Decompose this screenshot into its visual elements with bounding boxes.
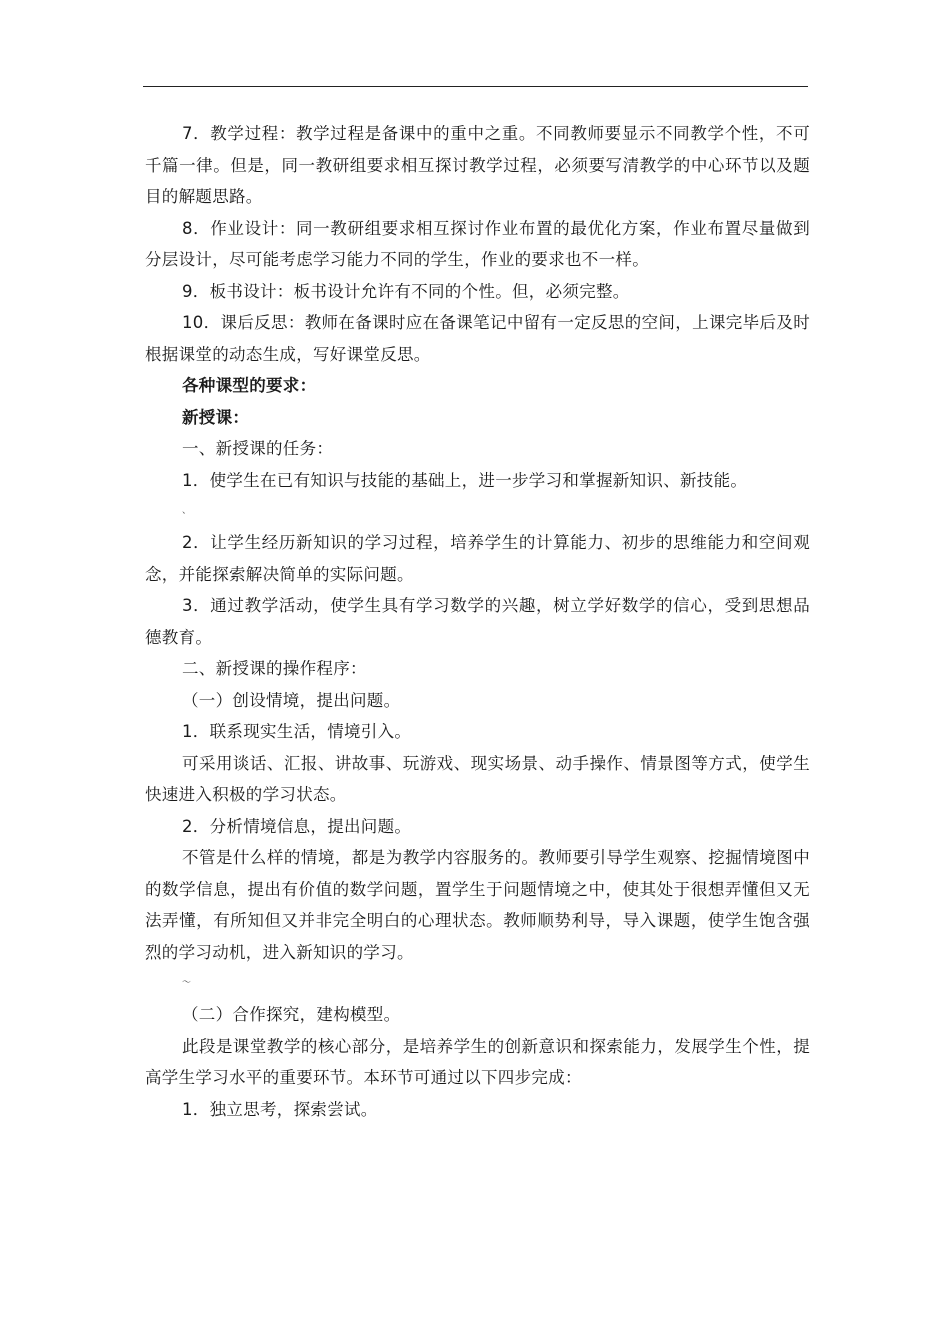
paragraph-board-design: 9．板书设计：板书设计允许有不同的个性。但，必须完整。: [182, 281, 630, 301]
paragraph-after-class-reflection: 10．课后反思：教师在备课时应在备课笔记中留有一定反思的空间，上课完毕后及时根据课堂的动态生成，写好课堂反思。: [145, 313, 810, 364]
step-item-2-detail: 不管是什么样的情境，都是为教学内容服务的。教师要引导学生观察、挖掘情境图中的数学信息，提出有价值的数学问题，置学生于问题情境之中，使其处于很想弄懂但又无法弄懂，有所知但又并非完全明白的心理状态。教师顺势利导，导入课题，使学生饱含强烈的学习动机，进入新知识的学习。: [145, 848, 810, 962]
step-item-1-detail: 可采用谈话、汇报、讲故事、玩游戏、现实场景、动手操作、情景图等方式，使学生快速进入积极的学习状态。: [145, 753, 810, 804]
subsection-create-situation: （一）创设情境，提出问题。: [182, 690, 401, 710]
paragraph-teaching-process: 7．教学过程：教学过程是备课中的重中之重。不同教师要显示不同教学个性，不可千篇一律。但是，同一教研组要求相互探讨教学过程，必须要写清教学的中心环节以及题目的解题思路。: [145, 124, 810, 206]
subsection-cooperative-inquiry: （二）合作探究，建构模型。: [182, 1005, 401, 1024]
paragraph-homework-design: 8．作业设计：同一教研组要求相互探讨作业布置的最优化方案，作业布置尽量做到分层设计，尽可能考虑学习能力不同的学生，作业的要求也不一样。: [145, 218, 810, 269]
section-new-lesson-tasks: 一、新授课的任务：: [182, 439, 334, 458]
task-item-1: 1．使学生在已有知识与技能的基础上，进一步学习和掌握新知识、新技能。: [182, 470, 748, 490]
section-new-lesson-procedure: 二、新授课的操作程序：: [182, 659, 367, 678]
inquiry-step-1: 1．独立思考，探索尝试。: [182, 1099, 378, 1119]
heading-lesson-types: 各种课型的要求：: [182, 376, 317, 395]
heading-new-lesson: 新授课：: [182, 407, 250, 427]
task-item-2: 2．让学生经历新知识的学习过程，培养学生的计算能力、初步的思维能力和空间观念，并能探索解决简单的实际问题。: [145, 533, 810, 584]
stray-mark: ～: [182, 978, 192, 988]
subsection-cooperative-inquiry-detail: 此段是课堂教学的核心部分，是培养学生的创新意识和探索能力，发展学生个性，提高学生学习水平的重要环节。本环节可通过以下四步完成：: [145, 1036, 810, 1087]
document-body: [145, 118, 810, 1125]
task-item-3: 3．通过教学活动，使学生具有学习数学的兴趣，树立学好数学的信心，受到思想品德教育。: [145, 596, 810, 647]
step-item-2: 2．分析情境信息，提出问题。: [182, 816, 412, 836]
stray-mark: 、: [182, 506, 192, 516]
step-item-1: 1．联系现实生活，情境引入。: [182, 722, 412, 741]
header-rule: [143, 86, 808, 87]
